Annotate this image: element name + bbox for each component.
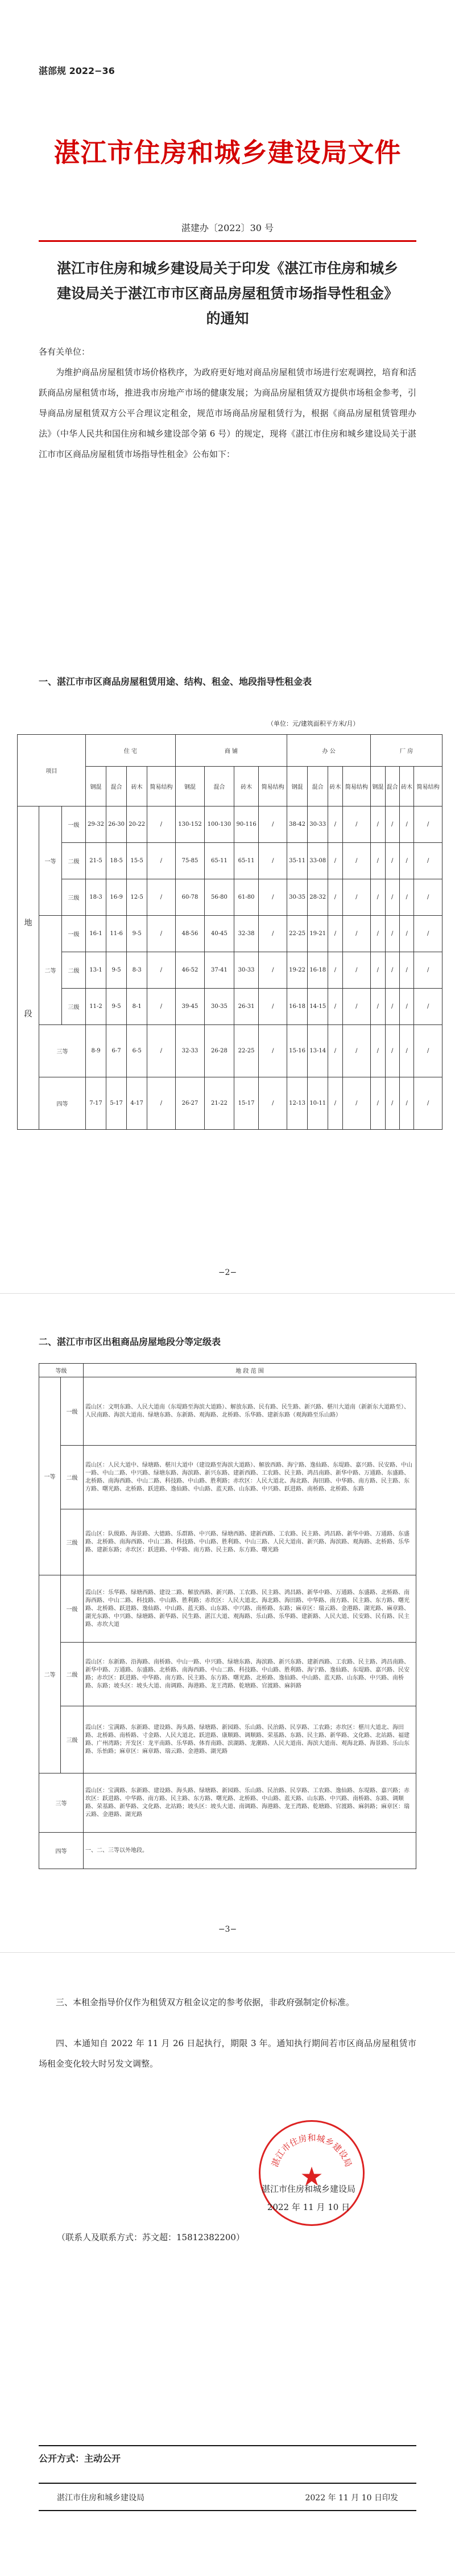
- rent-cell: 39-45: [175, 989, 204, 1025]
- level-label: 二级: [61, 1643, 84, 1706]
- rent-cell: 5-17: [106, 1077, 127, 1130]
- rent-cell: /: [385, 806, 399, 843]
- rent-cell: 6-7: [106, 1025, 127, 1077]
- category-header: 住 宅: [86, 735, 176, 767]
- rent-cell: /: [414, 989, 442, 1025]
- table1-corner: 项目: [18, 735, 86, 806]
- rent-cell: /: [342, 916, 371, 952]
- structure-subheader: 钢混: [86, 767, 106, 806]
- grade-label: 四等: [39, 1833, 84, 1869]
- rent-cell: /: [371, 843, 385, 879]
- table-row: [18, 952, 442, 989]
- grade-label: 一等: [39, 806, 62, 916]
- grade-label: 三等: [39, 1025, 86, 1077]
- rent-cell: 30-35: [205, 989, 234, 1025]
- rent-cell: /: [371, 952, 385, 989]
- paragraph-3: 三、本租金指导价仅作为租赁双方租金议定的参考依据，非政府强制定价标准。: [56, 1997, 355, 2007]
- rent-cell: /: [385, 1025, 399, 1077]
- rent-cell: /: [399, 1025, 413, 1077]
- rent-cell: /: [259, 916, 287, 952]
- rent-cell: 32-38: [234, 916, 259, 952]
- rent-cell: /: [342, 1077, 371, 1130]
- salutation: 各有关单位：: [39, 347, 90, 357]
- rent-cell: /: [414, 916, 442, 952]
- section2-title: 二、湛江市市区出租商品房屋地段分等定级表: [39, 1336, 221, 1347]
- rent-cell: /: [147, 1025, 176, 1077]
- notice-title: 湛江市住房和城乡建设局关于印发《湛江市住房和城乡建设局关于湛江市市区商品房屋租赁市场指导性租金》的通知: [57, 260, 399, 327]
- range-text: 霞山区：文明东路、人民大道南（东堤路至海滨大道路）、解放东路、民有路、民生路、新兴路、椹川大道南（新新东大道路至）、人民南路、海滨大道南、绿塘东路、东新路、观海路、北桥路、乐华路、建新东路（观海路至乐山路）: [84, 1377, 416, 1446]
- table-row: [39, 1446, 416, 1509]
- level-label: 二级: [62, 843, 86, 879]
- structure-subheader: 砖木: [328, 767, 342, 806]
- rent-cell: /: [385, 989, 399, 1025]
- rent-cell: 26-28: [205, 1025, 234, 1077]
- page-number: −3−: [218, 1925, 237, 1934]
- rent-cell: /: [371, 1025, 385, 1077]
- range-text: 霞山区：宝满路、东新路、建设路、海头路、绿塘路、新园路、乐山路、民治路、民享路、工农路、逸仙路、东堤路、嘉兴路；赤坎区：跃进路、中华路、南方路、民主路、东方路、曙光路、北桥路、中山路、蓝天路、山东路、中兴路、南桥路、东路、调顺路、荣基路、新华路、文化路、北站路；坡头区：坡头大道、南调路、海港路、龙王湾路、乾塘路、官渡路、麻斜路；麻章区：瑞云路、金港路、湖光路: [84, 1773, 416, 1833]
- rent-cell: 9-5: [106, 989, 127, 1025]
- level-label: 一级: [62, 806, 86, 843]
- table-row: [18, 843, 442, 879]
- rent-cell: /: [399, 952, 413, 989]
- rent-cell: /: [342, 989, 371, 1025]
- rent-cell: /: [328, 952, 342, 989]
- level-label: 二级: [61, 1446, 84, 1509]
- rent-cell: 16-18: [287, 989, 308, 1025]
- rent-cell: /: [259, 879, 287, 916]
- table-row: [39, 1833, 416, 1869]
- rent-cell: /: [328, 879, 342, 916]
- rent-cell: 60-78: [175, 879, 204, 916]
- rent-cell: 16-18: [308, 952, 328, 989]
- svg-text:湛江市住房和城乡建设局: 湛江市住房和城乡建设局: [270, 2133, 354, 2168]
- rent-cell: /: [147, 879, 176, 916]
- structure-subheader: 简易结构: [259, 767, 287, 806]
- document-number: 湛部规 2022−36: [39, 65, 115, 76]
- body-paragraph: 为维护商品房屋租赁市场价格秩序，为政府更好地对商品房屋租赁市场进行宏观调控，培育和活跃商品房屋租赁市场，推进我市房地产市场的健康发展；为商品房屋租赁双方提供市场租金参考，引导商品房屋租赁双方公平合理议定租金，规范市场商品房屋租赁行为，根据《商品房屋租赁管理办法》（中华人民共和国住房和城乡建设部令第 6 号）的规定，现将《湛江市住房和城乡建设局关于湛江市市区商品房屋租赁市场指导性租金》公布如下：: [39, 367, 416, 459]
- rent-cell: 7-17: [86, 1077, 106, 1130]
- rent-cell: /: [371, 989, 385, 1025]
- page-separator: [0, 1952, 455, 1953]
- grade-table: [39, 1363, 416, 1869]
- level-label: 二级: [62, 952, 86, 989]
- rent-cell: /: [147, 952, 176, 989]
- rent-cell: /: [399, 843, 413, 879]
- range-text: 一、二、三等以外地段。: [84, 1833, 416, 1869]
- rent-cell: 26-27: [175, 1077, 204, 1130]
- rent-cell: /: [342, 952, 371, 989]
- page-number: −2−: [218, 1268, 237, 1277]
- rent-cell: 11-2: [86, 989, 106, 1025]
- structure-subheader: 钢混: [287, 767, 308, 806]
- range-text: 霞山区：东新路、沿海路、南桥路、中山一路、中兴路、绿塘东路、海滨路、新兴东路、建新西路、工农路、民主路、鸿昌南路、新华中路、万通路、东盛路、北桥路、南海西路、中山二路、科技路、中山路、胜利路、海宁路、逸仙路、东堤路、嘉兴路、民安路；赤坎区：跃进路、中华路、南方路、民主路、东方路、曙光路、北桥路、逸仙路、中山路、蓝天路、山东路、中兴路、南桥路、东路；坡头区：坡头大道、南调路、海港路、龙王湾路、乾塘路、官渡路、麻斜路: [84, 1643, 416, 1706]
- rent-cell: /: [385, 879, 399, 916]
- side-label-bottom: 段: [24, 1009, 32, 1019]
- category-header: 办 公: [287, 735, 371, 767]
- rent-cell: /: [147, 989, 176, 1025]
- rent-cell: /: [342, 879, 371, 916]
- rent-cell: 90-116: [234, 806, 259, 843]
- level-label: 一级: [61, 1377, 84, 1446]
- rent-cell: 14-15: [308, 989, 328, 1025]
- table-row: [39, 1773, 416, 1833]
- issue-number: 湛建办〔2022〕30 号: [181, 223, 274, 233]
- rent-cell: /: [259, 1025, 287, 1077]
- level-label: 三级: [61, 1509, 84, 1575]
- header-title: 湛江市住房和城乡建设局文件: [53, 137, 402, 168]
- rent-cell: /: [147, 843, 176, 879]
- section1-title: 一、湛江市市区商品房屋租赁用途、结构、租金、地段指导性租金表: [39, 676, 312, 687]
- publish-mode: 公开方式：主动公开: [39, 2453, 121, 2464]
- rent-cell: 130-152: [175, 806, 204, 843]
- table-row: [39, 1643, 416, 1706]
- rent-cell: 32-33: [175, 1025, 204, 1077]
- structure-subheader: 简易结构: [342, 767, 371, 806]
- rent-cell: /: [414, 879, 442, 916]
- level-label: 一级: [62, 916, 86, 952]
- rent-cell: 35-11: [287, 843, 308, 879]
- table-row: [39, 1509, 416, 1575]
- rent-cell: /: [371, 806, 385, 843]
- rent-cell: /: [342, 1025, 371, 1077]
- rent-cell: 21-5: [86, 843, 106, 879]
- category-header: 商 铺: [175, 735, 287, 767]
- structure-subheader: 简易结构: [414, 767, 442, 806]
- level-label: 三级: [62, 879, 86, 916]
- rent-cell: 46-52: [175, 952, 204, 989]
- rent-cell: 100-130: [205, 806, 234, 843]
- rent-cell: 65-11: [234, 843, 259, 879]
- red-divider: [39, 240, 416, 242]
- rent-cell: /: [259, 843, 287, 879]
- grade-label: 三等: [39, 1773, 84, 1833]
- structure-subheader: 混合: [308, 767, 328, 806]
- rent-cell: /: [414, 1077, 442, 1130]
- rent-cell: 16-1: [86, 916, 106, 952]
- rent-cell: /: [399, 879, 413, 916]
- table-row: [18, 989, 442, 1025]
- rent-cell: /: [328, 1077, 342, 1130]
- rent-cell: /: [414, 843, 442, 879]
- rent-cell: 16-9: [106, 879, 127, 916]
- rent-cell: 19-21: [308, 916, 328, 952]
- rent-cell: 18-3: [86, 879, 106, 916]
- grade-label: 二等: [39, 916, 62, 1025]
- sign-organization: 湛江市住房和城乡建设局: [262, 2184, 356, 2194]
- range-text: 霞山区：人民大道中、绿塘路、椹川大道中（建设路至海滨大道路）、解放西路、海宁路、逸仙路、东堤路、嘉兴路、民安路、中山一路、中山二路、中兴路、绿塘东路、海滨路、新兴东路、建新西路、工农路、民主路、鸿昌南路、新华中路、万通路、东盛路、北桥路、南海西路、中山二路、科技路、中山路、胜利路；赤坎区：人民大道北、海北路、海田路、中华路、南方路、民主路、东方路、曙光路、北桥路、跃进路、逸仙路、中山路、蓝天路、山东路、中兴路、跃进路、南桥路、北桥路、东路: [84, 1446, 416, 1509]
- rent-cell: /: [414, 1025, 442, 1077]
- rent-cell: 12-5: [127, 879, 147, 916]
- rent-cell: /: [371, 1077, 385, 1130]
- rent-cell: /: [414, 952, 442, 989]
- footer: [57, 2492, 398, 2503]
- rent-cell: /: [342, 843, 371, 879]
- rent-cell: /: [147, 916, 176, 952]
- range-text: 霞山区：乐华路、绿塘西路、建设二路、解放西路、新兴路、工农路、民主路、鸿昌路、新华中路、万通路、东盛路、北桥路、南海西路、中山二路、科技路、中山路、胜利路；赤坎区：人民大道北、海北路、海田路、中华路、南方路、民主路、东方路、曙光路、北桥路、跃进路、逸仙路、中山路、蓝天路、山东路、中兴路、南桥路、东路；麻章区：瑞云路、金港路、湖光路、麻章路、湖光东路、中兴路、绿塘路、新华路、民生路、湛江大道、观海路、乐山路、乐华路、建新路、人民大道、民安路、民有路、民主路、赤坎大道: [84, 1575, 416, 1643]
- structure-subheader: 砖木: [399, 767, 413, 806]
- rent-cell: /: [259, 989, 287, 1025]
- rent-cell: 9-5: [106, 952, 127, 989]
- rent-cell: 37-41: [205, 952, 234, 989]
- structure-subheader: 砖木: [234, 767, 259, 806]
- rent-cell: /: [147, 1077, 176, 1130]
- rent-cell: 22-25: [287, 916, 308, 952]
- level-label: 三级: [62, 989, 86, 1025]
- rent-cell: 20-22: [127, 806, 147, 843]
- rent-cell: 56-80: [205, 879, 234, 916]
- rent-cell: /: [342, 806, 371, 843]
- sign-date: 2022 年 11 月 10 日: [267, 2202, 350, 2212]
- level-label: 三级: [61, 1706, 84, 1773]
- table-row: [18, 1077, 442, 1130]
- rent-cell: 10-11: [308, 1077, 328, 1130]
- rent-cell: /: [385, 1077, 399, 1130]
- structure-subheader: 简易结构: [147, 767, 176, 806]
- rent-cell: 75-85: [175, 843, 204, 879]
- structure-subheader: 钢混: [175, 767, 204, 806]
- rent-cell: 30-33: [234, 952, 259, 989]
- rent-cell: /: [399, 989, 413, 1025]
- rent-cell: /: [371, 879, 385, 916]
- rent-cell: 15-16: [287, 1025, 308, 1077]
- rent-cell: 6-5: [127, 1025, 147, 1077]
- table-row: [18, 916, 442, 952]
- rent-cell: /: [385, 916, 399, 952]
- rent-cell: 9-5: [127, 916, 147, 952]
- side-label-top: 地: [24, 918, 32, 928]
- structure-subheader: 混合: [205, 767, 234, 806]
- rent-cell: 30-33: [308, 806, 328, 843]
- grade-label: 二等: [39, 1575, 61, 1773]
- rent-cell: 48-56: [175, 916, 204, 952]
- rent-cell: 40-45: [205, 916, 234, 952]
- rent-cell: 13-1: [86, 952, 106, 989]
- table-row: [18, 1025, 442, 1077]
- rent-cell: 18-5: [106, 843, 127, 879]
- rent-cell: 65-11: [205, 843, 234, 879]
- range-text: 霞山区：宝满路、东新路、建设路、海头路、绿塘路、新园路、乐山路、民治路、民享路、工农路；赤坎区：椹川大道北、海田路、北桥路、南桥路、寸金路、人民大道北、跃进路、康顺路、调顺路、荣基路、东路、民主路、新华路、文化路、北站路、福建路、广州湾路；开发区：龙平南路、乐华路、体育南路、滨湖路、龙潮路、人民大道南、海滨大道南、观海北路、海景路、乐山东路、乐怡路；麻章区：麻章路、瑞云路、金港路、湖光路: [84, 1706, 416, 1773]
- table-row: [18, 806, 442, 843]
- page-separator: [0, 1293, 455, 1294]
- table-row: [39, 1377, 416, 1446]
- grade-label: 四等: [39, 1077, 86, 1130]
- grade-header: 等级: [39, 1364, 84, 1377]
- rent-cell: /: [328, 806, 342, 843]
- rent-cell: 61-80: [234, 879, 259, 916]
- rent-cell: /: [147, 806, 176, 843]
- rent-cell: 29-32: [86, 806, 106, 843]
- rent-cell: /: [328, 843, 342, 879]
- rent-cell: 22-25: [234, 1025, 259, 1077]
- contact-info: （联系人及联系方式：苏文超：15812382200）: [57, 2232, 245, 2242]
- rent-cell: /: [328, 989, 342, 1025]
- rent-cell: /: [385, 843, 399, 879]
- rent-cell: /: [259, 952, 287, 989]
- grade-label: 一等: [39, 1377, 61, 1575]
- rent-cell: 30-35: [287, 879, 308, 916]
- svg-text:★: ★: [300, 2161, 324, 2192]
- rent-cell: 33-08: [308, 843, 328, 879]
- rent-cell: /: [399, 916, 413, 952]
- rent-cell: 15-5: [127, 843, 147, 879]
- rent-cell: 8-1: [127, 989, 147, 1025]
- structure-subheader: 钢混: [371, 767, 385, 806]
- rent-table: [17, 734, 442, 1130]
- level-label: 一级: [61, 1575, 84, 1643]
- footer-rule: [39, 2445, 416, 2446]
- signature-block: [262, 2180, 355, 2216]
- table-row: [39, 1575, 416, 1643]
- structure-subheader: 混合: [106, 767, 127, 806]
- rent-cell: 28-32: [308, 879, 328, 916]
- rent-cell: 21-22: [205, 1077, 234, 1130]
- structure-subheader: 砖木: [127, 767, 147, 806]
- footer-rule: [39, 2510, 416, 2511]
- structure-subheader: 混合: [385, 767, 399, 806]
- rent-cell: /: [385, 952, 399, 989]
- rent-cell: 13-14: [308, 1025, 328, 1077]
- footer-rule: [39, 2483, 416, 2484]
- footer-issuer: 湛江市住房和城乡建设局: [57, 2493, 144, 2503]
- table-row: [39, 1706, 416, 1773]
- rent-cell: 11-6: [106, 916, 127, 952]
- table-row: [18, 879, 442, 916]
- rent-cell: 8-3: [127, 952, 147, 989]
- rent-cell: 12-13: [287, 1077, 308, 1130]
- rent-cell: 19-22: [287, 952, 308, 989]
- rent-cell: 8-9: [86, 1025, 106, 1077]
- rent-cell: 4-17: [127, 1077, 147, 1130]
- footer-date: 2022 年 11 月 10 日印发: [305, 2493, 398, 2503]
- rent-cell: /: [328, 916, 342, 952]
- range-text: 霞山区：队级路、海景路、大德路、乐群路、中兴路、绿塘西路、建新西路、工农路、民主路、鸿昌路、新华中路、万通路、东盛路、北桥路、南海西路、中山二路、科技路、中山路、胜利路、中山三路、人民大道南、新兴路、海滨路、观海路、北桥路、乐华路、建新东路；赤坎区：跃进路、中华路、南方路、民主路、东方路、曙光路: [84, 1509, 416, 1575]
- range-header: 地 段 范 围: [84, 1364, 416, 1377]
- paragraph-4: 四、本通知自 2022 年 11 月 26 日起执行，期限 3 年。通知执行期间若市区商品房屋租赁市场租金变化较大时另发文调整。: [39, 2038, 416, 2069]
- rent-cell: 38-42: [287, 806, 308, 843]
- rent-cell: /: [399, 806, 413, 843]
- rent-cell: /: [414, 806, 442, 843]
- side-label: [18, 806, 39, 1130]
- unit-note: （单位：元/建筑面积平方米/月）: [267, 720, 359, 727]
- rent-cell: /: [259, 1077, 287, 1130]
- rent-cell: /: [399, 1077, 413, 1130]
- rent-cell: 26-31: [234, 989, 259, 1025]
- rent-cell: /: [259, 806, 287, 843]
- rent-cell: 26-30: [106, 806, 127, 843]
- rent-cell: /: [328, 1025, 342, 1077]
- rent-cell: 15-17: [234, 1077, 259, 1130]
- category-header: 厂 房: [371, 735, 442, 767]
- rent-cell: /: [371, 916, 385, 952]
